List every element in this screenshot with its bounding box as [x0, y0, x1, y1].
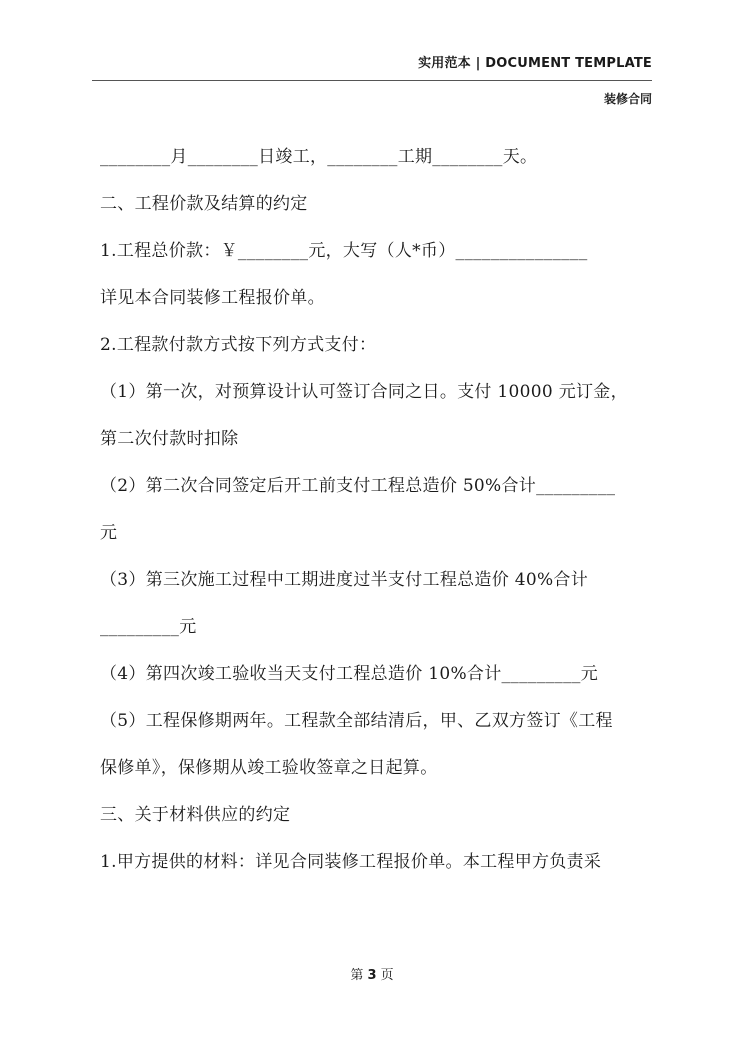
- footer-suffix: 页: [380, 968, 394, 983]
- text-line: （2）第二次合同签定后开工前支付工程总造价 50%合计_________: [100, 476, 616, 496]
- text-line: （4）第四次竣工验收当天支付工程总造价 10%合计_________元: [100, 664, 599, 684]
- page-number: 3: [367, 968, 377, 983]
- text-line: _________元: [100, 617, 197, 637]
- text-line: 2.工程款付款方式按下列方式支付：: [100, 335, 377, 355]
- text-line: 第二次付款时扣除: [100, 429, 239, 449]
- text-line: 元: [100, 523, 118, 543]
- header-subtitle: 装修合同: [603, 92, 652, 106]
- text-line: （5）工程保修期两年。工程款全部结清后，甲、乙双方签订《工程: [100, 711, 613, 731]
- text-line: ________月________日竣工，________工期________天。: [100, 147, 538, 167]
- text-line: 详见本合同装修工程报价单。: [100, 288, 325, 308]
- document-body: [100, 142, 660, 894]
- text-line: 1.工程总价款：￥________元，大写（人*币）_______________: [100, 241, 588, 261]
- section-heading: 二、工程价款及结算的约定: [100, 194, 308, 214]
- text-line: 保修单》，保修期从竣工验收签章之日起算。: [100, 758, 438, 778]
- footer-prefix: 第: [350, 968, 364, 983]
- section-heading: 三、关于材料供应的约定: [100, 805, 291, 825]
- header-divider: [92, 80, 652, 81]
- header-title: 实用范本 | DOCUMENT TEMPLATE: [418, 56, 652, 71]
- page-footer: [0, 964, 744, 983]
- text-line: 1.甲方提供的材料：详见合同装修工程报价单。本工程甲方负责采: [100, 852, 602, 872]
- text-line: （1）第一次，对预算设计认可签订合同之日。支付 10000 元订金，: [100, 382, 628, 402]
- text-line: （3）第三次施工过程中工期进度过半支付工程总造价 40%合计: [100, 570, 589, 590]
